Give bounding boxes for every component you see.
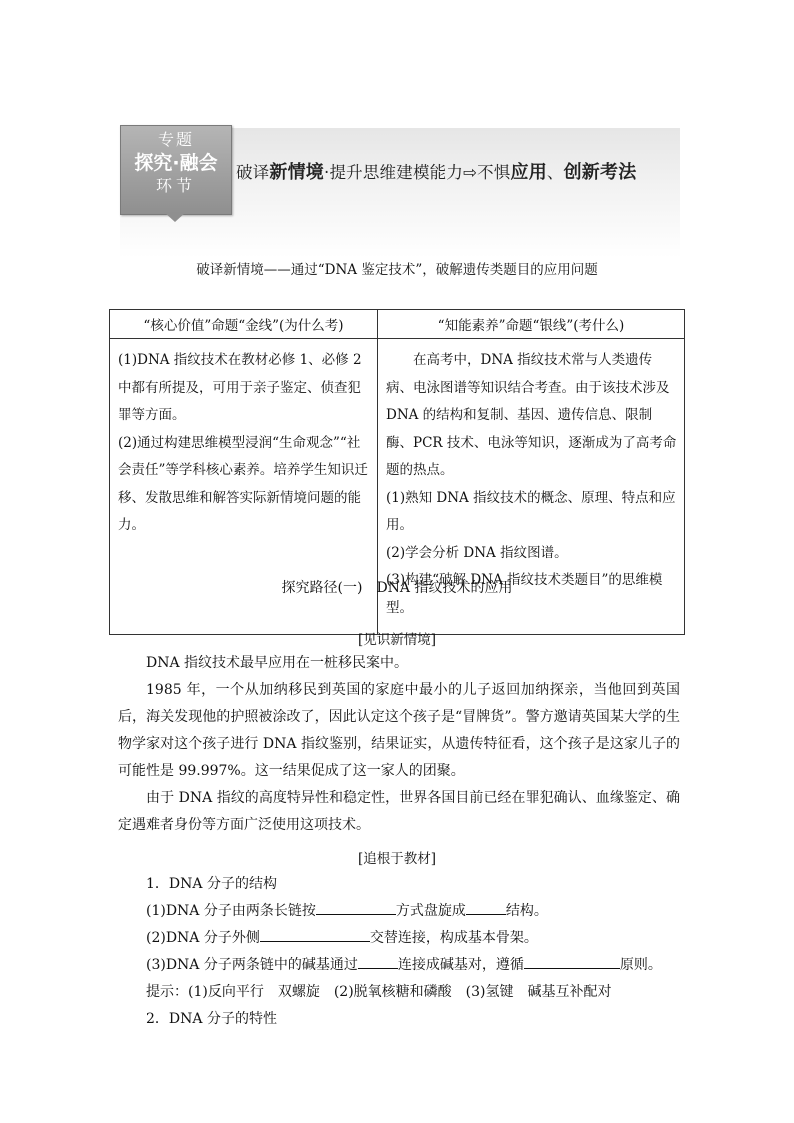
slogan-part3b: 应用 <box>510 162 547 183</box>
slogan-part1a: 破译 <box>236 163 270 182</box>
q1-text-a: (1)DNA 分子由两条长链按 <box>146 903 316 919</box>
paragraph <box>118 785 680 839</box>
paragraph-text: 由于 DNA 指纹的高度特异性和稳定性，世界各国目前已经在罪犯确认、血缘鉴定、确定遇难者身份等方面广泛使用这项技术。 <box>118 790 680 833</box>
table-header-right: “知能素养”命题“银线”(考什么) <box>378 310 685 339</box>
answer-blank[interactable] <box>316 900 396 915</box>
q2-text-a: (2)DNA 分子外侧 <box>146 930 260 946</box>
paragraph-text: DNA 指纹技术最早应用在一桩移民案中。 <box>146 655 409 671</box>
q1-text-c: 结构。 <box>505 903 548 919</box>
answer-blank[interactable] <box>260 927 370 942</box>
question-1 <box>146 900 548 920</box>
q3-text-c: 原则。 <box>619 957 662 973</box>
badge-pointer-icon <box>164 212 186 222</box>
answer-blank[interactable] <box>524 954 620 969</box>
right-item: (1)熟知 DNA 指纹技术的概念、原理、特点和应用。 <box>386 489 676 533</box>
slogan-part3c: 、 <box>546 163 564 182</box>
answer-blank[interactable] <box>358 954 398 969</box>
right-intro: 在高考中，DNA 指纹技术常与人类遗传病、电泳图谱等知识结合考查。由于该技术涉及 DNA 的结构和复制、基因、遗传信息、限制酶、PCR 技术、电泳等知识，逐渐成为了高考命题的热点。 <box>386 352 677 478</box>
q2-text-b: 交替连接，构成基本骨架。 <box>369 930 538 946</box>
slogan-part2: ·提升思维建模能力 <box>324 163 464 182</box>
slogan-part3a: 不惧 <box>477 163 511 182</box>
q3-text-a: (3)DNA 分子两条链中的碱基通过 <box>146 957 358 973</box>
answer-blank[interactable] <box>466 900 506 915</box>
item2-title: 2．DNA 分子的特性 <box>146 1011 277 1027</box>
paragraph-text: 1985 年，一个从加纳移民到英国的家庭中最小的儿子返回加纳探亲，当他回到英国后，海关发现他的护照被涂改了，因此认定这个孩子是“冒牌货”。警方邀请英国某大学的生物学家对这个孩子进行 DNA 指纹鉴别，结果证实，从遗传特征看，这个孩子是这家儿子的可能性是 99.997%。这一结果促成了这一家人的团聚。 <box>118 682 680 779</box>
slogan-part3d: 创新考法 <box>563 162 637 183</box>
left-item: (1)DNA 指纹技术在教材必修 1、必修 2 中都有所提及，可用于亲子鉴定、侦查犯罪等方面。 <box>118 352 362 423</box>
arrow-icon: ⇨ <box>463 163 478 182</box>
question-2 <box>146 927 538 947</box>
path-title: 探究路径(一) DNA 指纹技术的应用 <box>281 580 513 596</box>
paragraph <box>118 677 680 785</box>
badge-bottom-text: 环节 <box>155 176 196 195</box>
q1-text-b: 方式盘旋成 <box>395 903 466 919</box>
section-title: 破译新情境——通过“DNA 鉴定技术”，破解遗传类题目的应用问题 <box>196 262 598 278</box>
badge-mid-text: 探究·融会 <box>134 152 218 174</box>
textbook-label: [追根于教材] <box>357 851 437 867</box>
question-3 <box>146 954 662 974</box>
right-item: (2)学会分析 DNA 指纹图谱。 <box>386 544 568 561</box>
right-item: (3)构建“破解 DNA 指纹技术类题目”的思维模型。 <box>386 572 663 616</box>
topic-badge <box>120 125 232 215</box>
q3-text-b: 连接成碱基对，遵循 <box>397 957 524 973</box>
new-context-label: [见识新情境] <box>357 632 437 648</box>
item1-title: 1．DNA 分子的结构 <box>146 876 277 892</box>
hint-line: 提示：(1)反向平行 双螺旋 (2)脱氧核糖和磷酸 (3)氢键 碱基互补配对 <box>146 984 612 1000</box>
banner-slogan <box>236 158 636 184</box>
left-item: (2)通过构建思维模型浸润“生命观念”“社会责任”等学科核心素养。培养学生知识迁移、发散思维和解答实际新情境问题的能力。 <box>118 434 368 533</box>
table-header-left: “核心价值”命题“金线”(为什么考) <box>110 310 378 339</box>
slogan-part1b: 新情境 <box>269 162 325 183</box>
badge-top-text: 专题 <box>157 130 194 149</box>
paragraph <box>118 650 680 677</box>
